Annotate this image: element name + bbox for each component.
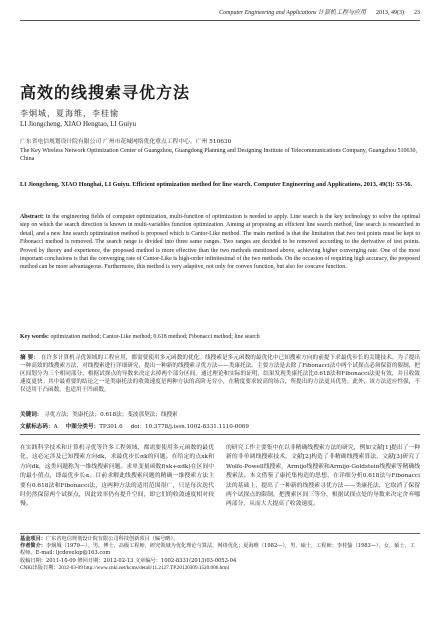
citation-title: Efficient optimization method for line search. Computer Engineering and Applications, 2013, 49(3): 53-56. bbox=[132, 181, 413, 188]
footnote-author: 作者简介：李炯城（1979—），男，博士，高级工程师，研究领域为优化理论与算法、网络优化；夏海维（1982—），男，硕士，工程师；李桂愉（1983—），女，硕士，工程师。E-mail: ljcdevelop@163.com bbox=[20, 543, 415, 557]
citation-english bbox=[20, 181, 420, 190]
citation-authors: LI Jiongcheng, XIAO Honghai, LI Guiyu. bbox=[20, 181, 131, 188]
keywords-english-text: optimization method; Cantor-Like method; 0.618 method; Fibonacci method; line search bbox=[50, 334, 260, 340]
footnote-rule bbox=[20, 533, 420, 534]
affiliation-chinese: 广东省电信规划设计院有限公司 广州市花城网络优化重点工程中心，广州 510630 bbox=[20, 139, 232, 145]
affiliation-english: The Key Wireless Network Optimization Center of Guangzhou, Guangdong Planning and Designing Institute of Telecommunications Company, Guangzhou 510630, China bbox=[20, 147, 417, 162]
footnote-cnki: CNKI出版日期：2012-03-09 http://www.cnki.net/kcms/detail/11.2127.TP.20120309.1520.006.html bbox=[20, 564, 230, 571]
footnotes bbox=[20, 536, 420, 572]
authors-chinese: 李炯城，夏海维，李桂愉 bbox=[20, 109, 119, 118]
footnote-dates: 收稿日期：2011-10-09 修回日期：2012-02-13 文章编号：1002-8331(2013)03-0053-04 bbox=[20, 557, 237, 564]
doi: doi：10.3778/j.issn.1002-8331.1110-0069 bbox=[130, 424, 249, 430]
abstract-english bbox=[20, 213, 420, 272]
issue-info: 2013, 49(3) bbox=[376, 10, 404, 16]
keywords-english bbox=[20, 333, 420, 341]
abstract-english-text: In the engineering fields of computer optimization, multi-function of optimization is needed to apply. Line search is the key technology to solve the optimal step on which the search direction is known in multi-variables function optimization. Aiming at proposing an efficient line search method, line search is researched in detail, and a new line search optimization method is proposed which is Cantor-Like method. The main method is that the limitation that two test points must be kept to Fibonacci method is removed. The search range is divided into three same ranges. Two ranges are decided to be removed according to the derivative of test points. Proved by theory and experience, the proposed method is more effective than the two methods mentioned above, achieving higher converging rate. One of the most important conclusions is that the converging rate of Cantor-Like is high-order infinitesimal of the two methods. On the occasion of requiring high accuracy, the proposed method can be more advantageous. Furthermore, this method is very adaptive, not only for convex function, but also for concave function. bbox=[20, 214, 420, 271]
paper-title: 高效的线搜索寻优方法 bbox=[20, 83, 191, 102]
abstract-english-label: Abstract: bbox=[20, 214, 44, 220]
abstract-chinese-text: 在许多计算机寻优领域的工程应用，都需要使用多元函数的优化。线搜索是多元函数的最优化中已知搜索方向的前提下求最优步长的关键技术。为了提出一种高效的线搜索方法，对线搜索进行详细研究，提出一种新的线搜索寻优方法——类康托法。主要方法是去除了Fibonacci法中两个试探点必须保留的限制，把区间划分为三个相同部分，根据试探点的导数来决定去掉两个部分区间。通过理论和实际的证明，结果发现类康托法比0.618法和Fibonacci法更有效，并且收敛速度更快。其中最重要的结论之一是类康托法的收敛速度是两种方法的高阶无穷小，在精度要求较高的场合，所提出的方法更具优势。此外，该方法适应性强，不仅适用于凸函数，也适用于凹函数。 bbox=[20, 355, 421, 393]
body-left-column: 在实践科学技术和计算机寻优等许多工程领域，都需要使用多元函数的最优化，这必定涉及已知搜索方向dk，求最优步长αk的问题。在给定的点xk和方向dk，这类问题称为一维线搜索问题。求单变量函数f(xk+αdk)在区间中的最小值点，即最优步长α。目前求解此线搜索问题的精确一维搜索方法主要有0.618法和Fibonacci法，这两种方法的适用范围很广，只是每次迭代时仍然保留两个试探点，因此效率仍有提升空间，即它们的收敛速度相对较慢。 bbox=[20, 445, 214, 508]
classification-line bbox=[20, 423, 420, 431]
keywords-chinese bbox=[20, 411, 420, 419]
affiliation bbox=[20, 138, 420, 164]
keywords-chinese-text: 寻优方法；类康托法；0.618法；斐波那契法；线搜索 bbox=[44, 412, 178, 418]
divider-rule bbox=[20, 434, 420, 435]
divider-rule bbox=[20, 350, 420, 351]
authors-english: LI Jiongcheng, XIAO Hengtao, LI Guiyu bbox=[20, 120, 137, 128]
page-number: 23 bbox=[414, 10, 420, 16]
keywords-chinese-label: 关键词： bbox=[20, 412, 43, 418]
document-code: 文献标志码：A bbox=[20, 424, 58, 430]
keywords-english-label: Key words: bbox=[20, 334, 49, 340]
running-header bbox=[20, 6, 420, 21]
clc-number: 中图分类号：TP301.6 bbox=[65, 424, 123, 430]
journal-name: Computer Engineering and Applications 计算机工程与应用 bbox=[219, 10, 366, 16]
abstract-chinese-label: 摘 要： bbox=[20, 355, 39, 361]
abstract-chinese bbox=[20, 354, 420, 394]
body-columns bbox=[20, 444, 420, 510]
footnote-fund: 基金项目：广东省电信规划设计院有限公司科技创新项目（编号略）。 bbox=[20, 536, 179, 542]
body-right-column: 的研究工作主要集中在以非精确线搜索方法的研究，例如文献[1]提出了一种新的非单调线搜索技术，文献[2]构造了非精确线搜索算法，文献[3]研究了Wolfe-Powell线搜索，Armijo线搜索和Armijo-Goldstein线搜索等精确线搜索法。本文借鉴了康托集构造的思想，在详细分析0.618法与Fibonacci法的基础上，提出了一种新的线搜索寻优方法——类康托法，它取消了保留两个试探点的限制，把搜索区间三等分，根据试探点处的导数来决定舍弃哪两部分，从而大大提高了收敛速度。 bbox=[226, 445, 420, 508]
